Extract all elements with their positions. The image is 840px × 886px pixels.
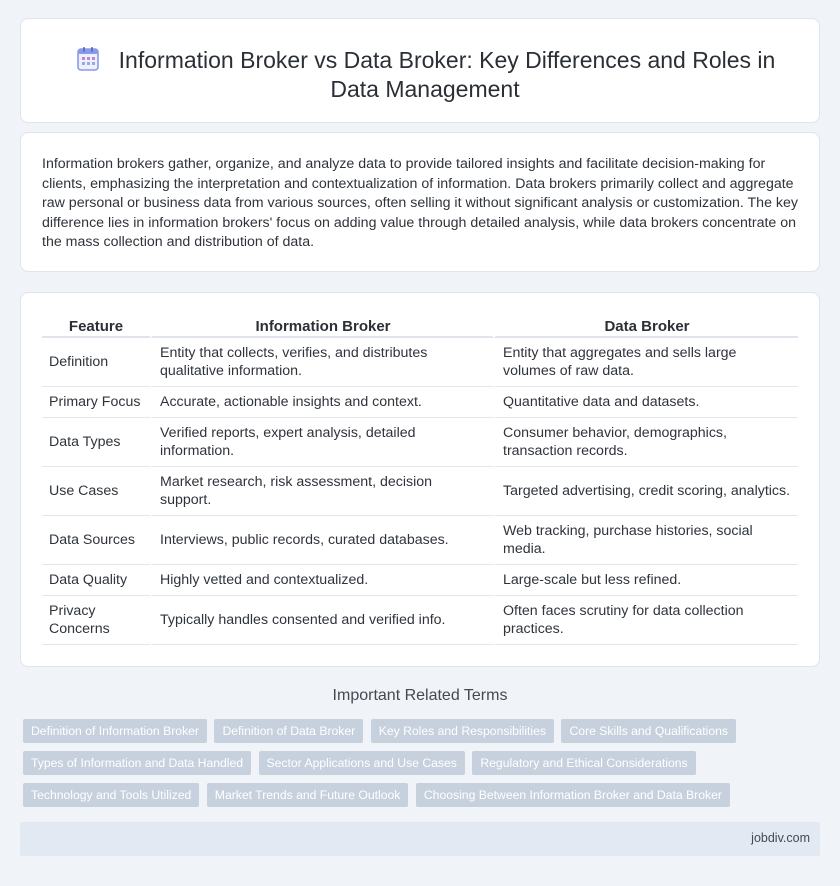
page-title-text: Information Broker vs Data Broker: Key Differences and Roles in Data Management <box>118 47 776 102</box>
row-data-broker: Quantitative data and datasets. <box>493 387 798 418</box>
row-information-broker: Highly vetted and contextualized. <box>150 565 493 596</box>
row-feature: Data Types <box>42 418 150 467</box>
table-row <box>42 565 798 596</box>
footer-site-link[interactable]: jobdiv.com <box>751 831 810 845</box>
row-feature: Definition <box>42 338 150 387</box>
related-term-chip[interactable]: Key Roles and Responsibilities <box>371 719 554 743</box>
row-feature: Primary Focus <box>42 387 150 418</box>
header-data-broker: Data Broker <box>493 316 798 338</box>
related-term-chip[interactable]: Definition of Data Broker <box>214 719 363 743</box>
row-information-broker: Accurate, actionable insights and context. <box>150 387 493 418</box>
footer <box>20 822 820 856</box>
table-row <box>42 418 798 467</box>
row-data-broker: Large-scale but less refined. <box>493 565 798 596</box>
row-data-broker: Entity that aggregates and sells large volumes of raw data. <box>493 338 798 387</box>
related-term-chip[interactable]: Sector Applications and Use Cases <box>259 751 465 775</box>
page-title <box>61 46 789 104</box>
table-header-row <box>42 316 798 338</box>
table-row <box>42 338 798 387</box>
row-data-broker: Targeted advertising, credit scoring, analytics. <box>493 467 798 516</box>
table-row <box>42 387 798 418</box>
row-feature: Privacy Concerns <box>42 596 150 645</box>
page-header <box>61 46 789 104</box>
table-row <box>42 467 798 516</box>
comparison-card <box>20 292 820 667</box>
table-row <box>42 596 798 645</box>
row-information-broker: Market research, risk assessment, decision support. <box>150 467 493 516</box>
row-information-broker: Typically handles consented and verified info. <box>150 596 493 645</box>
related-term-chip[interactable]: Definition of Information Broker <box>23 719 207 743</box>
row-feature: Data Quality <box>42 565 150 596</box>
intro-card <box>20 132 820 272</box>
row-feature: Data Sources <box>42 516 150 565</box>
related-term-chip[interactable]: Choosing Between Information Broker and Data Broker <box>416 783 730 807</box>
related-term-chip[interactable]: Technology and Tools Utilized <box>23 783 199 807</box>
title-card <box>20 18 820 123</box>
related-term-chip[interactable]: Market Trends and Future Outlook <box>207 783 409 807</box>
row-feature: Use Cases <box>42 467 150 516</box>
row-data-broker: Consumer behavior, demographics, transaction records. <box>493 418 798 467</box>
table-row <box>42 516 798 565</box>
comparison-table <box>42 316 798 645</box>
header-information-broker: Information Broker <box>150 316 493 338</box>
related-term-chip[interactable]: Core Skills and Qualifications <box>561 719 736 743</box>
related-term-chip[interactable]: Regulatory and Ethical Considerations <box>472 751 695 775</box>
row-information-broker: Interviews, public records, curated databases. <box>150 516 493 565</box>
intro-paragraph: Information brokers gather, organize, and analyze data to provide tailored insights and facilitate decision-making for clients, emphasizing the interpretation and contextualization of information. Data brokers primarily collect and aggregate raw personal or business data from various sources, often selling it without significant analysis or customization. The key difference lies in information brokers' focus on adding value through detailed analysis, while data brokers concentrate on the mass collection and distribution of data. <box>42 156 798 251</box>
row-information-broker: Verified reports, expert analysis, detailed information. <box>150 418 493 467</box>
row-data-broker: Web tracking, purchase histories, social media. <box>493 516 798 565</box>
related-terms-title: Important Related Terms <box>332 687 508 704</box>
row-information-broker: Entity that collects, verifies, and distributes qualitative information. <box>150 338 493 387</box>
related-term-chip[interactable]: Types of Information and Data Handled <box>23 751 251 775</box>
row-data-broker: Often faces scrutiny for data collection practices. <box>493 596 798 645</box>
header-feature: Feature <box>42 316 150 338</box>
related-terms-list <box>23 719 803 815</box>
document-icon <box>75 46 101 72</box>
